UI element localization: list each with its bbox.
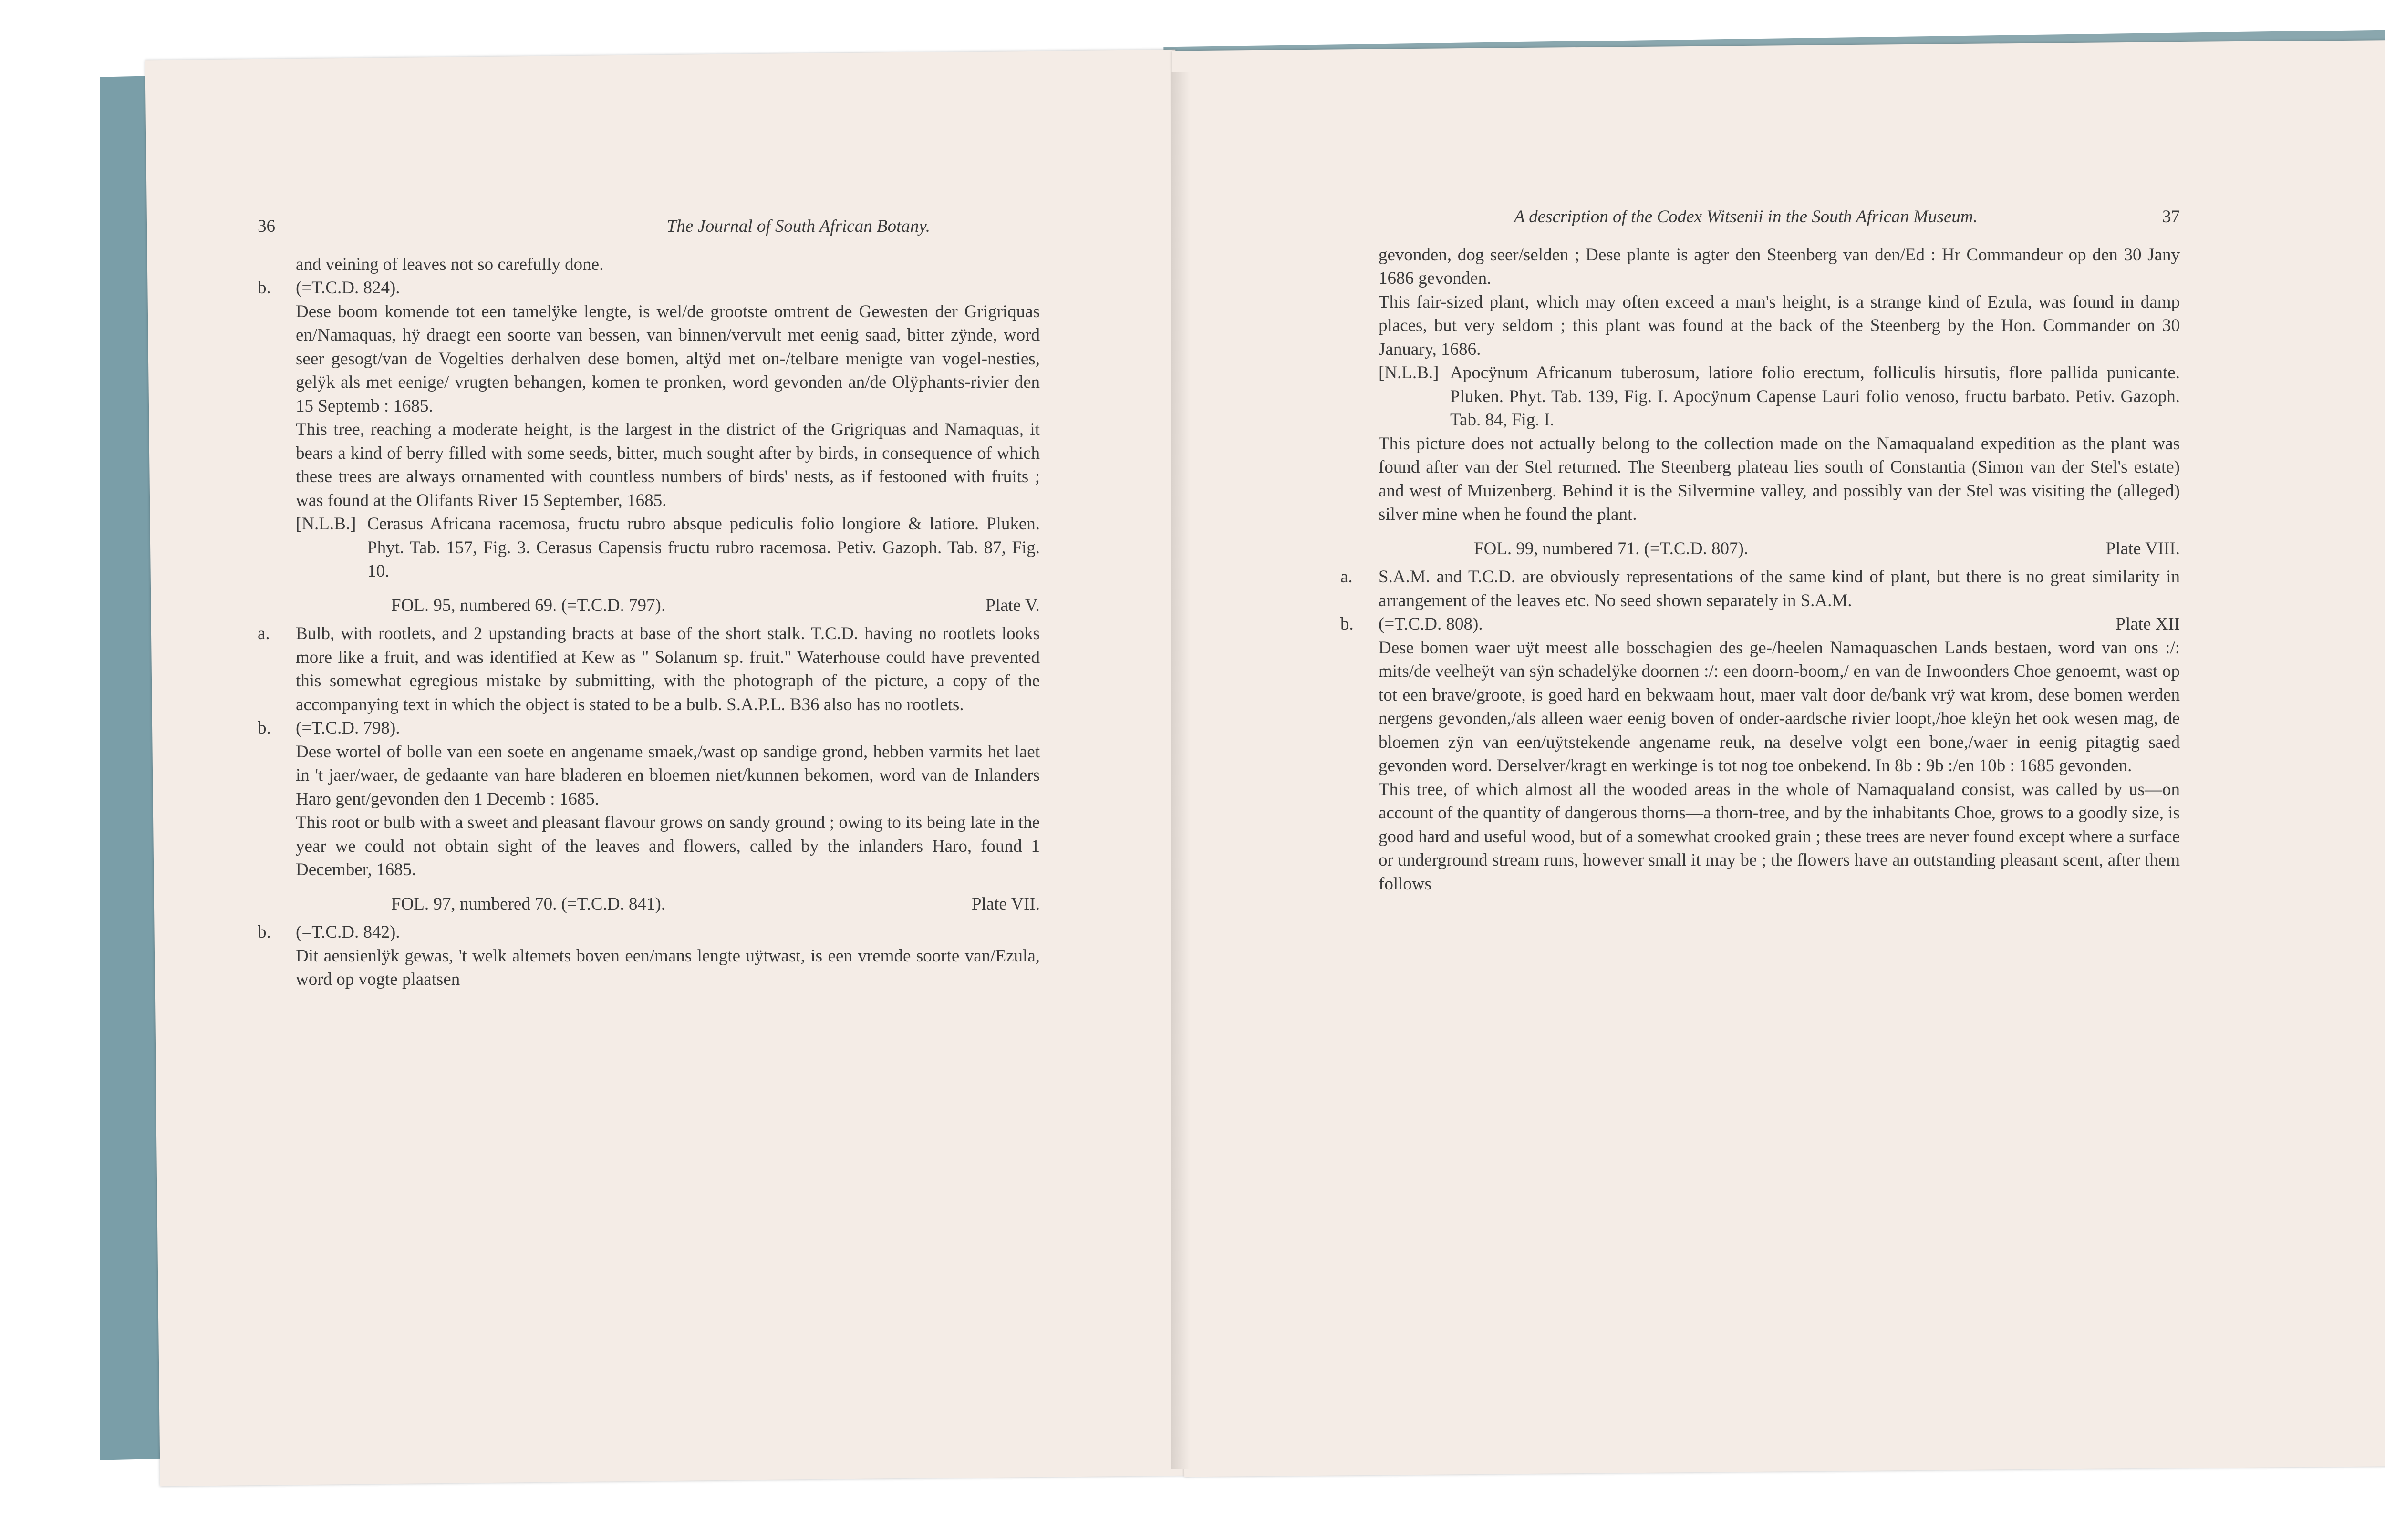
nlb-label: [N.L.B.]	[1379, 363, 1439, 382]
article-title: A description of the Codex Witsenii in the South African Museum.	[1514, 207, 1978, 227]
nlb-text: Cerasus Africana racemosa, fructu rubro absque pediculis folio longiore & latiore. Pluken. Phyt. Tab. 157, Fig. 3. Cerasus Capensis fructu rubro racemosa. Petiv. Gazoph. Tab. 87, Fig. 10.	[367, 514, 1040, 581]
folio-label: FOL. 99, numbered 71. (=T.C.D. 807).	[1474, 538, 1749, 558]
reference: (=T.C.D. 798).	[296, 718, 400, 738]
folio-label: FOL. 97, numbered 70. (=T.C.D. 841).	[391, 894, 666, 914]
dutch-text: Dese wortel of bolle van een soete en angename smaek,/wast op sandige grond, hebben varmits het laet in 't jaer/waer, de gedaante van hare bladeren en bloemen niet/kunnen bekomen, word van de Inlanders Haro gent/gevonden den 1 Decemb : 1685.	[296, 742, 1040, 809]
page-number: 37	[2162, 207, 2180, 227]
reference: (=T.C.D. 808).	[1379, 614, 1483, 634]
left-running-head	[258, 215, 1040, 238]
dutch-text: Dit aensienlÿk gewas, 't welk altemets boven een/mans lengte uÿtwast, is een vremde soorte van/Ezula, word op vogte plaatsen	[296, 946, 1040, 989]
plate-label: Plate VIII.	[2105, 538, 2180, 558]
right-page-text	[1340, 205, 2180, 896]
entry-marker: a.	[1340, 567, 1353, 587]
dutch-text: Dese bomen waer uÿt meest alle bosschagien des ge-/heelen Namaquaschen Lands bestaen, word van ons :/: mits/de veelheÿt van sÿn schadelÿke doornen :/: een doorn-boom,/ en van de Inwoonders Choe genoemt, wast op tot een brave/groote, is goed hard en bekwaam hout, maer valt door de/bank vrÿ wat krom, dese bomen werden nergens gevonden,/als alleen waer eenig boven of onder-aardsche rivier loopt,/hoe kleÿn het ook wesen mag, de bloemen zÿn van een/uÿtstekende angename reuk, na deselve volgt een bone,/waer in eenig pitagtig saed gevonden word. Derselver/kragt en werkinge is tot nog toe onbekend. In 8b : 9b :/en 10b : 1685 gevonden.	[1379, 638, 2180, 775]
entry-b	[258, 716, 1040, 882]
reference: (=T.C.D. 824).	[296, 278, 400, 298]
entry-marker: b.	[258, 278, 271, 298]
journal-title: The Journal of South African Botany.	[666, 217, 930, 236]
entry-marker: b.	[258, 922, 271, 942]
entry-b	[258, 920, 1040, 992]
entry-b	[1340, 612, 2180, 896]
entry-text: S.A.M. and T.C.D. are obviously representations of the same kind of plant, but there is no great similarity in arrangement of the leaves etc. No seed shown separately in S.A.M.	[1379, 567, 2180, 610]
plate-label: Plate XII	[2115, 614, 2180, 634]
folio-heading	[258, 892, 1040, 916]
english-text: This tree, reaching a moderate height, is the largest in the district of the Grigriquas and Namaquas, it bears a kind of berry filled with some seeds, bitter, much sought after by birds, in consequence of which these trees are always ornamented with countless numbers of birds' nests, as if festooned with fruits ; was found at the Olifants River 15 September, 1685.	[296, 420, 1040, 510]
entry-marker: a.	[258, 624, 270, 643]
nlb-entry	[296, 512, 1040, 583]
english-text: This tree, of which almost all the wooded areas in the whole of Namaqualand consist, was called by us—on account of the quantity of dangerous thorns—a thorn-tree, and by the inhabitants Choe, grows to a goodly size, is good hard and useful wood, but of a somewhat crooked grain ; these trees are never found except where a surface or underground stream runs, however small it may be ; the flowers have an outstanding pleasant scent, after them follows	[1379, 779, 2180, 894]
book-gutter	[1171, 72, 1190, 1469]
entry-b	[258, 276, 1040, 583]
folio-heading	[258, 594, 1040, 618]
entry-a	[258, 622, 1040, 716]
english-text: This fair-sized plant, which may often exceed a man's height, is a strange kind of Ezula, was found in damp places, but very seldom ; this plant was found at the back of the Steenberg by the Hon. Commander on 30 January, 1686.	[1379, 292, 2180, 359]
entry-text: Bulb, with rootlets, and 2 upstanding bracts at base of the short stalk. T.C.D. having no rootlets looks more like a fruit, and was identified at Kew as " Solanum sp. fruit." Waterhouse could have prevented this somewhat egregious mistake by submitting, with the photograph of the picture, a copy of the accompanying text in which the object is stated to be a bulb. S.A.P.L. B36 also has no rootlets.	[296, 624, 1040, 714]
nlb-text: Apocÿnum Africanum tuberosum, latiore folio erectum, folliculis hirsutis, flore pallida punicante. Pluken. Phyt. Tab. 139, Fig. I. Apocÿnum Capense Lauri folio venoso, fructu barbato. Petiv. Gazoph. Tab. 84, Fig. I.	[1450, 363, 2180, 430]
entry-marker: b.	[258, 718, 271, 738]
dutch-text: gevonden, dog seer/selden ; Dese plante is agter den Steenberg van den/Ed : Hr Commandeur op den 30 Jany 1686 gevonden.	[1379, 245, 2180, 288]
reference: (=T.C.D. 842).	[296, 922, 400, 942]
nlb-label: [N.L.B.]	[296, 514, 356, 534]
page-number: 36	[258, 217, 275, 236]
folio-label: FOL. 95, numbered 69. (=T.C.D. 797).	[391, 595, 666, 615]
folio-heading	[1340, 537, 2180, 561]
paragraph: and veining of leaves not so carefully done.	[296, 254, 604, 274]
dutch-text: Dese boom komende tot een tamelÿke lengte, is wel/de grootste omtrent de Gewesten der Grigriquas en/Namaquas, hÿ draegt een soorte van bessen, van binnen/vervult met eenig saad, bitter zÿnde, word seer gesogt/van de Vogelties derhalven dese bomen, altÿd met on-/telbare menigte van vogel-nesties, gelÿk als met eenige/ vrugten behangen, komen te pronken, word gevonden an/de Olÿphants-rivier den 15 Septemb : 1685.	[296, 301, 1040, 416]
english-text: This root or bulb with a sweet and pleasant flavour grows on sandy ground ; owing to its being late in the year we could not obtain sight of the leaves and flowers, called by the inlanders Haro, found 1 December, 1685.	[296, 813, 1040, 879]
left-page-text	[258, 215, 1040, 992]
right-running-head	[1340, 205, 2180, 229]
paragraph: This picture does not actually belong to the collection made on the Namaqualand expedition as the plant was found after van der Stel returned. The Steenberg plateau lies south of Constantia (Simon van der Stel's estate) and west of Muizenberg. Behind it is the Silvermine valley, and possibly van der Stel was visiting the (alleged) silver mine when he found the plant.	[1379, 434, 2180, 524]
plate-label: Plate VII.	[971, 894, 1040, 914]
entry-marker: b.	[1340, 614, 1354, 634]
nlb-entry	[1340, 361, 2180, 432]
plate-label: Plate V.	[985, 595, 1040, 615]
entry-a	[1340, 565, 2180, 612]
